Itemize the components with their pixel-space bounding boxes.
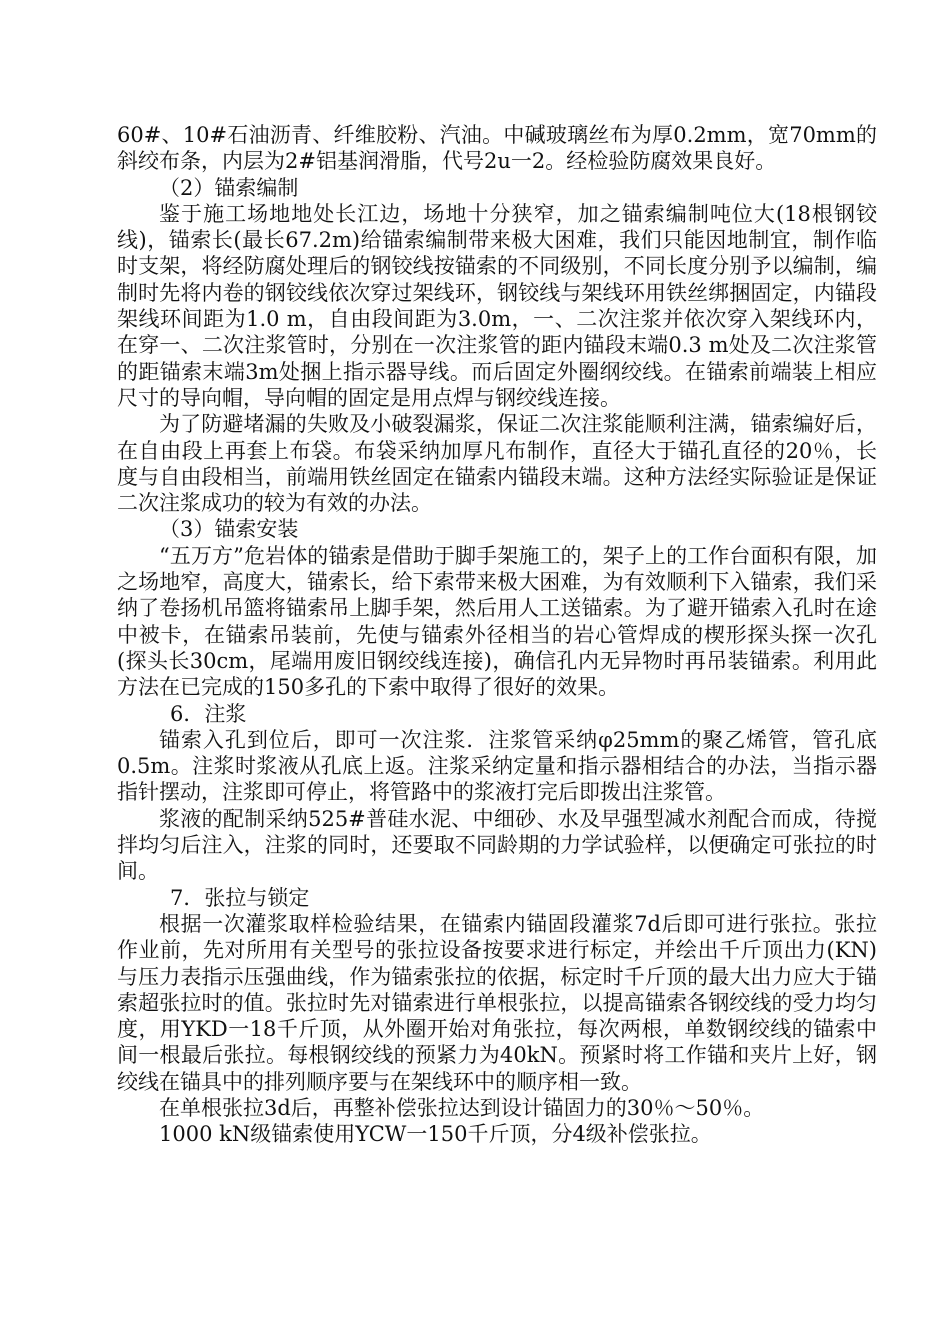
paragraph-braiding-procedure: 鉴于施工场地地处长江边，场地十分狭窄，加之锚索编制吨位大(18根钢铰线)，锚索长(最长67.2m)给锚索编制带来极大困难，我们只能因地制宜，制作临时支架，将经防腐处理后的钢铰线按锚索的不同级别，不同长度分别予以编制，编制时先将内卷的钢铰线依次穿过架线环，钢铰线与架线环用铁丝绑捆固定，内锚段架线环间距为1.0 m，自由段间距为3.0m，一、二次注浆并依次穿入架线环内，在穿一、二次注浆管时，分别在一次注浆管的距内锚段末端0.3 m处及二次注浆管的距锚索末端3m处捆上指示器导线。而后固定外圈纲绞线。在锚索前端装上相应尺寸的导向帽，导向帽的固定是用点焊与钢绞线连接。: [117, 201, 877, 410]
paragraph-cloth-bag: 为了防避堵漏的失败及小破裂漏浆，保证二次注浆能顺利注满，锚索编好后，在自由段上再套上布袋。布袋采纳加厚凡布制作，直径大于锚孔直径的20％，长度与自由段相当，前端用铁丝固定在锚索内锚段末端。这种方法经实际验证是保证二次注浆成功的较为有效的办法。: [117, 412, 877, 516]
heading-anchor-cable-installation: （3）锚索安装: [159, 517, 299, 542]
heading-grouting: 6．注浆: [170, 701, 247, 726]
paragraph-grouting-procedure: 锚索入孔到位后，即可一次注浆．注浆管采纳φ25mm的聚乙烯管，管孔底0.5m。注浆时浆液从孔底上返。注浆采纳定量和指示器相结合的办法，当指示器指针摆动，注浆即可停止，将管路中的浆液打完后即拨出注浆管。: [117, 727, 877, 805]
paragraph-tensioning-procedure: 根据一次灌浆取样检验结果，在锚索内锚固段灌浆7d后即可进行张拉。张拉作业前，先对所用有关型号的张拉设备按要求进行标定，并绘出千斤顶出力(KN)与压力表指示压强曲线，作为锚索张拉的依据，标定时千斤顶的最大出力应大于锚索超张拉时的值。张拉时先对锚索进行单根张拉，以提高锚索各钢绞线的受力均匀度，用YKD一18千斤顶，从外圈开始对角张拉，每次两根，单数钢绞线的锚索中间一根最后张拉。每根钢绞线的预紧力为40kN。预紧时将工作锚和夹片上好，钢绞线在锚具中的排列顺序要与在架线环中的顺序相一致。: [117, 911, 877, 1094]
paragraph-compensation-tensioning: 在单根张拉3d后，再整补偿张拉达到设计锚固力的30％～50％。: [159, 1095, 765, 1120]
heading-tensioning-locking: 7．张拉与锁定: [170, 885, 310, 910]
heading-anchor-cable-braiding: （2）锚索编制: [159, 175, 299, 200]
paragraph-installation-procedure: “五万方”危岩体的锚索是借助于脚手架施工的，架子上的工作台面积有限，加之场地窄，高度大，锚索长，给下索带来极大困难，为有效顺利下入锚索，我们采纳了卷扬机吊篮将锚索吊上脚手架，然后用人工送锚索。为了避开锚索入孔时在途中被卡，在锚索吊装前，先使与锚索外径相当的岩心管焊成的楔形探头探一次孔(探头长30cm，尾端用废旧钢绞线连接)，确信孔内无异物时再吊装锚索。利用此方法在已完成的150多孔的下索中取得了很好的效果。: [117, 543, 877, 700]
document-body: [117, 122, 877, 1148]
paragraph-anticorrosion-materials: 60#、10#石油沥青、纤维胶粉、汽油。中碱玻璃丝布为厚0.2mm，宽70mm的斜绞布条，内层为2#铝基润滑脂，代号2u一2。经检验防腐效果良好。: [117, 123, 877, 174]
paragraph-1000kn-anchor: 1000 kN级锚索使用YCW一150千斤顶，分4级补偿张拉。: [159, 1122, 712, 1147]
paragraph-grout-mix: 浆液的配制采纳525#普硅水泥、中细砂、水及早强型减水剂配合而成，待搅拌均匀后注入，注浆的同时，还要取不同龄期的力学试验样，以便确定可张拉的时间。: [117, 806, 877, 884]
